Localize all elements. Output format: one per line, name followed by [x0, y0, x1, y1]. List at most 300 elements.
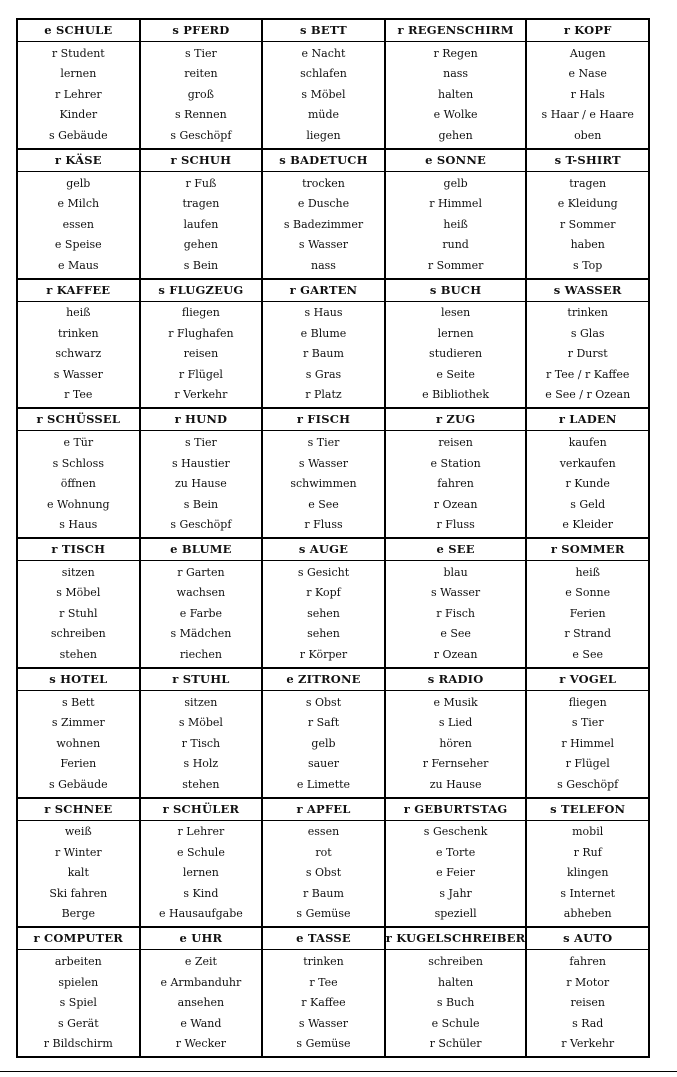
word-card	[527, 669, 648, 797]
word-card	[386, 799, 526, 927]
card-word: heiß	[443, 217, 468, 231]
card-word: klingen	[566, 866, 609, 880]
card-word: s Bein	[183, 497, 219, 511]
card-word: r Fuß	[185, 176, 217, 190]
card-word: e Nase	[568, 67, 607, 81]
card-word: r Garten	[177, 565, 225, 579]
card-word-list	[141, 691, 262, 797]
card-word: tragen	[569, 176, 607, 190]
card-word-list	[263, 431, 384, 537]
card-word: schreiben	[50, 627, 106, 641]
card-word: reiten	[184, 67, 218, 81]
word-card	[141, 409, 262, 537]
card-word-list	[386, 950, 526, 1056]
card-title: r KUGELSCHREIBER	[386, 928, 526, 950]
card-word: wachsen	[176, 586, 226, 600]
card-title: r STUHL	[141, 669, 262, 691]
card-title: s RADIO	[386, 669, 526, 691]
card-word: Kinder	[59, 108, 98, 122]
card-word: lernen	[182, 866, 219, 880]
card-word: tragen	[182, 197, 220, 211]
card-title: r GARTEN	[263, 280, 384, 302]
card-word: spielen	[58, 975, 99, 989]
card-word: fliegen	[568, 695, 607, 709]
card-title: r COMPUTER	[18, 928, 139, 950]
card-word-list	[18, 431, 139, 537]
card-word: r Ozean	[433, 497, 478, 511]
card-title: s TELEFON	[527, 799, 648, 821]
word-card	[527, 928, 648, 1056]
card-word: arbeiten	[54, 955, 102, 969]
word-card	[18, 280, 139, 408]
card-word: e See	[308, 497, 339, 511]
card-word: studieren	[429, 347, 483, 361]
word-card	[18, 539, 139, 667]
card-word: s Bein	[183, 258, 219, 272]
card-word: e Armbanduhr	[160, 975, 242, 989]
card-title: e UHR	[141, 928, 262, 950]
card-title: r ZUG	[386, 409, 526, 431]
card-word: schlafen	[300, 67, 347, 81]
card-word-list	[527, 691, 648, 797]
card-word: schreiben	[428, 955, 483, 969]
card-word: nass	[311, 258, 336, 272]
card-title: e SEE	[386, 539, 526, 561]
card-word: r Himmel	[429, 197, 482, 211]
card-title: r APFEL	[263, 799, 384, 821]
card-word: s Möbel	[56, 586, 101, 600]
card-word-list	[18, 42, 139, 148]
card-word: e Schule	[431, 1016, 480, 1030]
card-word-list	[527, 42, 648, 148]
card-word: ansehen	[177, 996, 225, 1010]
card-word: halten	[438, 87, 474, 101]
card-word: s Mädchen	[170, 627, 232, 641]
word-card	[386, 928, 526, 1056]
card-word: r Bildschirm	[43, 1037, 113, 1051]
card-word-list	[527, 561, 648, 667]
card-word: trinken	[303, 955, 344, 969]
card-word: e Limette	[296, 777, 351, 791]
word-card	[386, 280, 526, 408]
card-title: r SOMMER	[527, 539, 648, 561]
card-word: reisen	[438, 436, 473, 450]
card-word: s Glas	[570, 326, 605, 340]
card-word: s Geschöpf	[557, 777, 619, 791]
card-title: r KAFFEE	[18, 280, 139, 302]
card-word: r Verkehr	[174, 388, 228, 402]
card-word: hören	[439, 736, 472, 750]
word-card	[18, 150, 139, 278]
card-word: Berge	[61, 907, 95, 921]
word-card	[18, 799, 139, 927]
card-word: e Tür	[63, 436, 94, 450]
card-word: r Kunde	[565, 477, 610, 491]
word-card	[141, 799, 262, 927]
card-word: nass	[443, 67, 469, 81]
card-word: s Gebäude	[48, 777, 108, 791]
card-word: r Strand	[564, 627, 612, 641]
card-word: gehen	[183, 238, 218, 252]
card-word: verkaufen	[559, 456, 616, 470]
card-word: e Schule	[176, 845, 225, 859]
card-word: zu Hause	[429, 777, 482, 791]
card-word: weiß	[64, 825, 92, 839]
word-card	[386, 150, 526, 278]
card-word: r Himmel	[561, 736, 615, 750]
card-word: fahren	[569, 955, 606, 969]
card-word: r Baum	[303, 347, 344, 361]
word-card	[141, 280, 262, 408]
card-word: r Motor	[566, 975, 610, 989]
card-word: öffnen	[60, 477, 96, 491]
card-word: gelb	[66, 176, 91, 190]
card-word-list	[263, 42, 384, 148]
card-word: e Wand	[180, 1016, 222, 1030]
card-title: r HUND	[141, 409, 262, 431]
card-title: r SCHÜLER	[141, 799, 262, 821]
card-word: gelb	[311, 736, 336, 750]
card-word: e Wohnung	[47, 497, 110, 511]
card-word: haben	[570, 238, 605, 252]
card-word: s Geschöpf	[170, 518, 232, 532]
card-title: s AUTO	[527, 928, 648, 950]
card-word: r Fluss	[436, 518, 475, 532]
card-word: stehen	[59, 647, 97, 661]
word-card	[386, 409, 526, 537]
card-word: r Student	[51, 46, 105, 60]
card-word: s Kind	[183, 886, 219, 900]
word-card	[18, 409, 139, 537]
card-word: laufen	[183, 217, 219, 231]
word-card	[386, 669, 526, 797]
card-word: reisen	[183, 347, 219, 361]
card-word-list	[527, 950, 648, 1056]
card-word: s Haus	[59, 518, 98, 532]
card-word-list	[141, 172, 262, 278]
card-word: r Tisch	[181, 736, 221, 750]
page-bottom-rule	[0, 1071, 677, 1072]
card-word: r Fisch	[436, 606, 475, 620]
card-word: müde	[307, 108, 340, 122]
card-word: r Hals	[570, 87, 605, 101]
card-word: gehen	[438, 128, 473, 142]
card-word: s Rennen	[175, 108, 227, 122]
card-word: r Saft	[307, 716, 340, 730]
card-word: s Gemüse	[296, 1037, 351, 1051]
card-word: s Gerät	[57, 1016, 99, 1030]
card-word: s Obst	[305, 695, 342, 709]
card-word: mobil	[572, 825, 604, 839]
word-card	[141, 928, 262, 1056]
card-word-list	[386, 431, 526, 537]
word-card	[263, 150, 384, 278]
card-word: r Kopf	[306, 586, 341, 600]
card-word-list	[527, 172, 648, 278]
card-word: s Möbel	[301, 87, 346, 101]
card-word: trinken	[58, 326, 99, 340]
card-word: e Dusche	[297, 197, 350, 211]
card-word: r Flughafen	[168, 326, 234, 340]
card-word: r Winter	[54, 845, 102, 859]
word-card	[263, 928, 384, 1056]
card-word: s Internet	[560, 886, 616, 900]
card-word-list	[386, 172, 526, 278]
card-word: essen	[307, 825, 340, 839]
card-word: r Tee / r Kaffee	[546, 367, 630, 381]
card-word: halten	[438, 975, 474, 989]
card-word: s Wasser	[431, 586, 481, 600]
card-word: e Blume	[300, 326, 347, 340]
card-word: r Platz	[305, 388, 342, 402]
card-word: s Buch	[436, 996, 475, 1010]
card-word: r Flügel	[178, 367, 223, 381]
word-card	[386, 20, 526, 148]
card-title: e ZITRONE	[263, 669, 384, 691]
card-word: s Haustier	[172, 456, 230, 470]
card-word: e See / r Ozean	[545, 388, 631, 402]
card-title: r TISCH	[18, 539, 139, 561]
card-word: e Nacht	[301, 46, 346, 60]
card-word: r Durst	[567, 347, 608, 361]
card-word: schwarz	[55, 347, 102, 361]
card-word: e Station	[430, 456, 481, 470]
word-card	[527, 20, 648, 148]
card-title: r SCHUH	[141, 150, 262, 172]
card-word: sitzen	[184, 695, 218, 709]
card-word: rund	[442, 238, 469, 252]
card-word: e Torte	[435, 845, 476, 859]
card-word: kaufen	[568, 436, 607, 450]
word-card	[386, 539, 526, 667]
card-title: e BLUME	[141, 539, 262, 561]
card-word: e See	[572, 647, 603, 661]
card-word: r Regen	[433, 46, 478, 60]
card-word: s Spiel	[59, 996, 97, 1010]
card-word: e Kleidung	[557, 197, 618, 211]
card-word: gelb	[443, 176, 468, 190]
card-word: e Farbe	[179, 606, 223, 620]
card-word: e Seite	[436, 367, 475, 381]
card-word-list	[263, 172, 384, 278]
card-word: lesen	[440, 306, 471, 320]
card-word: r Flügel	[565, 757, 610, 771]
card-word: s Geschenk	[423, 825, 488, 839]
card-title: e TASSE	[263, 928, 384, 950]
word-card	[18, 669, 139, 797]
card-word: s Tier	[185, 436, 217, 450]
word-card	[527, 150, 648, 278]
card-word: e Hausaufgabe	[159, 907, 243, 921]
word-card	[527, 799, 648, 927]
card-title: s BETT	[263, 20, 384, 42]
card-title: r SCHÜSSEL	[18, 409, 139, 431]
word-card	[263, 409, 384, 537]
card-word: sitzen	[61, 565, 95, 579]
card-word: heiß	[575, 565, 600, 579]
card-word: r Wecker	[175, 1037, 227, 1051]
card-word: r Tee	[309, 975, 338, 989]
card-word: r Baum	[303, 886, 344, 900]
word-card	[141, 150, 262, 278]
card-title: s BUCH	[386, 280, 526, 302]
card-word-list	[386, 302, 526, 408]
card-title: s FLUGZEUG	[141, 280, 262, 302]
card-word-list	[18, 172, 139, 278]
card-word: s Gras	[305, 367, 342, 381]
card-title: r LADEN	[527, 409, 648, 431]
card-title: r KÄSE	[18, 150, 139, 172]
card-word: s Top	[573, 258, 603, 272]
card-word: s Geld	[570, 497, 606, 511]
card-word: e Maus	[58, 258, 99, 272]
card-word: s Rad	[572, 1016, 604, 1030]
card-word: heiß	[66, 306, 91, 320]
card-word: e Zeit	[184, 955, 217, 969]
card-word: r Lehrer	[177, 825, 225, 839]
taboo-card-grid	[16, 18, 650, 1058]
card-word: schwimmen	[290, 477, 357, 491]
word-card	[527, 280, 648, 408]
card-word-list	[18, 821, 139, 927]
card-word: s Wasser	[53, 367, 103, 381]
card-word: sehen	[307, 627, 340, 641]
card-word: e Wolke	[433, 108, 478, 122]
card-title: e SCHULE	[18, 20, 139, 42]
card-word: sauer	[307, 757, 340, 771]
card-word: Ferien	[60, 757, 97, 771]
word-card	[18, 928, 139, 1056]
word-card	[263, 20, 384, 148]
card-word: essen	[62, 217, 94, 231]
card-word: e Bibliothek	[422, 388, 490, 402]
card-word: Ski fahren	[49, 886, 108, 900]
card-word: trinken	[567, 306, 608, 320]
card-word-list	[18, 302, 139, 408]
card-word: r Sommer	[559, 217, 616, 231]
card-word: s Wasser	[298, 238, 349, 252]
card-word: e Musik	[433, 695, 478, 709]
card-title: r FISCH	[263, 409, 384, 431]
card-word-list	[527, 821, 648, 927]
card-word: rot	[315, 845, 332, 859]
card-word: r Lehrer	[54, 87, 102, 101]
card-title: s T-SHIRT	[527, 150, 648, 172]
card-word: e Milch	[57, 197, 100, 211]
card-word: abheben	[563, 907, 612, 921]
card-word: s Tier	[571, 716, 604, 730]
word-card	[263, 669, 384, 797]
card-title: r REGENSCHIRM	[386, 20, 526, 42]
card-title: r KOPF	[527, 20, 648, 42]
card-word: sehen	[307, 606, 340, 620]
card-word: riechen	[179, 647, 222, 661]
card-word: s Schloss	[52, 456, 104, 470]
word-card	[263, 280, 384, 408]
card-title: s BADETUCH	[263, 150, 384, 172]
card-title: r GEBURTSTAG	[386, 799, 526, 821]
card-word: lernen	[60, 67, 97, 81]
card-word: reisen	[570, 996, 605, 1010]
card-word: s Tier	[307, 436, 340, 450]
card-word-list	[527, 302, 648, 408]
card-word-list	[18, 950, 139, 1056]
card-word-list	[263, 561, 384, 667]
card-word: Ferien	[569, 606, 606, 620]
card-word-list	[18, 691, 139, 797]
card-word: r Körper	[299, 647, 348, 661]
card-word: s Obst	[305, 866, 342, 880]
card-word: kalt	[67, 866, 89, 880]
card-word: s Gebäude	[48, 128, 108, 142]
card-word-list	[141, 561, 262, 667]
card-word: r Ozean	[433, 647, 478, 661]
card-word: stehen	[182, 777, 220, 791]
card-word: r Sommer	[427, 258, 484, 272]
card-word-list	[141, 42, 262, 148]
card-word: s Geschöpf	[170, 128, 232, 142]
card-word-list	[141, 431, 262, 537]
card-word: s Wasser	[298, 456, 349, 470]
card-word: s Zimmer	[51, 716, 105, 730]
card-word: oben	[574, 128, 602, 142]
card-word-list	[386, 821, 526, 927]
card-word-list	[263, 302, 384, 408]
card-word-list	[263, 691, 384, 797]
card-word: r Kaffee	[301, 996, 346, 1010]
card-word: r Schüler	[429, 1037, 482, 1051]
card-word: zu Hause	[175, 477, 227, 491]
card-word: s Gesicht	[297, 565, 350, 579]
card-word: e Feier	[436, 866, 476, 880]
card-title: r VOGEL	[527, 669, 648, 691]
card-word: s Haar / e Haare	[541, 108, 634, 122]
card-word: fahren	[437, 477, 474, 491]
card-word: s Holz	[183, 757, 219, 771]
card-word: s Haus	[304, 306, 343, 320]
card-word: r Fernseher	[422, 757, 489, 771]
card-title: s PFERD	[141, 20, 262, 42]
card-word-list	[527, 431, 648, 537]
card-word-list	[141, 821, 262, 927]
card-word: r Stuhl	[59, 606, 98, 620]
card-title: s WASSER	[527, 280, 648, 302]
card-word: r Verkehr	[561, 1037, 615, 1051]
card-word: liegen	[306, 128, 341, 142]
card-word-list	[263, 821, 384, 927]
card-word: e Kleider	[562, 518, 613, 532]
card-word: speziell	[434, 907, 477, 921]
card-word: s Gemüse	[296, 907, 351, 921]
card-title: r SCHNEE	[18, 799, 139, 821]
card-word: e Speise	[54, 238, 102, 252]
card-word: r Fluss	[304, 518, 343, 532]
card-word: trocken	[302, 176, 345, 190]
card-word: groß	[187, 87, 215, 101]
card-word-list	[18, 561, 139, 667]
card-word: s Tier	[185, 46, 217, 60]
card-word: e See	[440, 627, 471, 641]
card-word-list	[386, 42, 526, 148]
card-word-list	[263, 950, 384, 1056]
word-card	[141, 539, 262, 667]
word-card	[18, 20, 139, 148]
card-word: r Tee	[64, 388, 93, 402]
card-word: wohnen	[56, 736, 101, 750]
word-card	[263, 799, 384, 927]
card-word: r Ruf	[573, 845, 602, 859]
card-word: s Badezimmer	[283, 217, 364, 231]
